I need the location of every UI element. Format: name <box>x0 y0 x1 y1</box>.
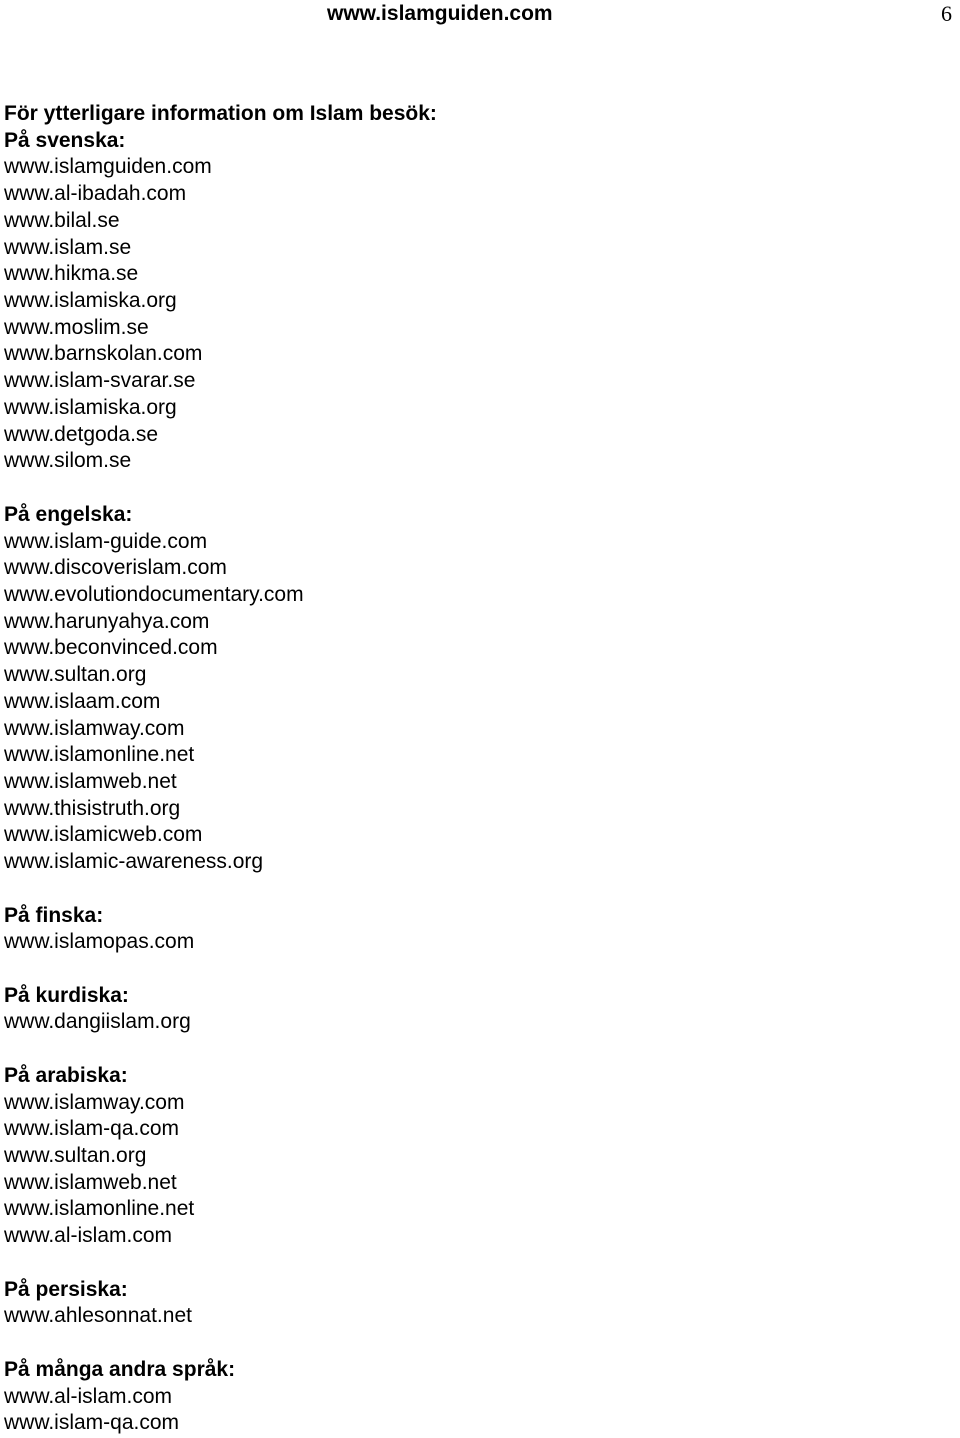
website-link[interactable]: www.beconvinced.com <box>4 636 218 660</box>
website-link[interactable]: www.islamweb.net <box>4 769 177 793</box>
website-link[interactable]: www.islam-guide.com <box>4 529 208 553</box>
intro-text: För ytterligare information om Islam besök: <box>4 102 437 125</box>
website-link[interactable]: www.islamguiden.com <box>4 155 212 179</box>
website-link[interactable]: www.bilal.se <box>4 208 120 232</box>
website-link[interactable]: www.islamicweb.com <box>4 823 203 847</box>
section-heading: På finska: <box>4 903 104 927</box>
website-link[interactable]: www.sultan.org <box>4 1144 147 1168</box>
website-link[interactable]: www.islam.se <box>4 235 132 259</box>
section-heading: På arabiska: <box>4 1063 128 1087</box>
website-link[interactable]: www.islamopas.com <box>4 930 195 954</box>
link-section <box>4 1063 944 1250</box>
website-link[interactable]: www.islamonline.net <box>4 743 195 767</box>
website-link[interactable]: www.al-ibadah.com <box>4 182 187 206</box>
website-link[interactable]: www.barnskolan.com <box>4 342 203 366</box>
section-gap <box>4 475 944 502</box>
website-link[interactable]: www.al-islam.com <box>4 1224 173 1248</box>
website-link[interactable]: www.al-islam.com <box>4 1384 173 1408</box>
website-link[interactable]: www.moslim.se <box>4 315 149 339</box>
link-sections <box>4 128 944 1437</box>
section-heading: På persiska: <box>4 1277 128 1301</box>
website-link[interactable]: www.islamic-awareness.org <box>4 850 264 874</box>
link-section <box>4 128 944 475</box>
website-link[interactable]: www.evolutiondocumentary.com <box>4 582 304 606</box>
section-gap <box>4 1330 944 1357</box>
page-header <box>0 0 960 28</box>
document-body <box>4 101 944 1437</box>
link-section <box>4 983 944 1036</box>
section-gap <box>4 956 944 983</box>
website-link[interactable]: www.thisistruth.org <box>4 796 181 820</box>
website-link[interactable]: www.islamiska.org <box>4 289 177 313</box>
section-gap <box>4 876 944 903</box>
website-link[interactable]: www.islamiska.org <box>4 395 177 419</box>
website-link[interactable]: www.islamweb.net <box>4 1170 177 1194</box>
link-section <box>4 1277 944 1330</box>
section-gap <box>4 1250 944 1277</box>
website-link[interactable]: www.islamonline.net <box>4 1197 195 1221</box>
website-link[interactable]: www.islamway.com <box>4 1090 185 1114</box>
section-heading: På svenska: <box>4 128 126 152</box>
website-link[interactable]: www.silom.se <box>4 449 132 473</box>
website-link[interactable]: www.ahlesonnat.net <box>4 1304 192 1328</box>
website-link[interactable]: www.discoverislam.com <box>4 556 227 580</box>
website-link[interactable]: www.dangiislam.org <box>4 1010 191 1034</box>
section-gap <box>4 1036 944 1063</box>
section-heading: På engelska: <box>4 502 133 526</box>
website-link[interactable]: www.hikma.se <box>4 262 139 286</box>
link-section <box>4 502 944 876</box>
website-link[interactable]: www.harunyahya.com <box>4 609 210 633</box>
section-heading: På många andra språk: <box>4 1357 236 1381</box>
page-number: 6 <box>941 1 952 26</box>
website-link[interactable]: www.detgoda.se <box>4 422 159 446</box>
website-link[interactable]: www.islam-qa.com <box>4 1117 180 1141</box>
website-link[interactable]: www.islamway.com <box>4 716 185 740</box>
website-link[interactable]: www.islaam.com <box>4 689 161 713</box>
website-link[interactable]: www.islam-qa.com <box>4 1411 180 1435</box>
website-link[interactable]: www.sultan.org <box>4 663 147 687</box>
link-section <box>4 903 944 956</box>
website-link[interactable]: www.islam-svarar.se <box>4 369 196 393</box>
section-heading: På kurdiska: <box>4 983 129 1007</box>
header-site-name: www.islamguiden.com <box>327 2 553 25</box>
link-section <box>4 1357 944 1437</box>
